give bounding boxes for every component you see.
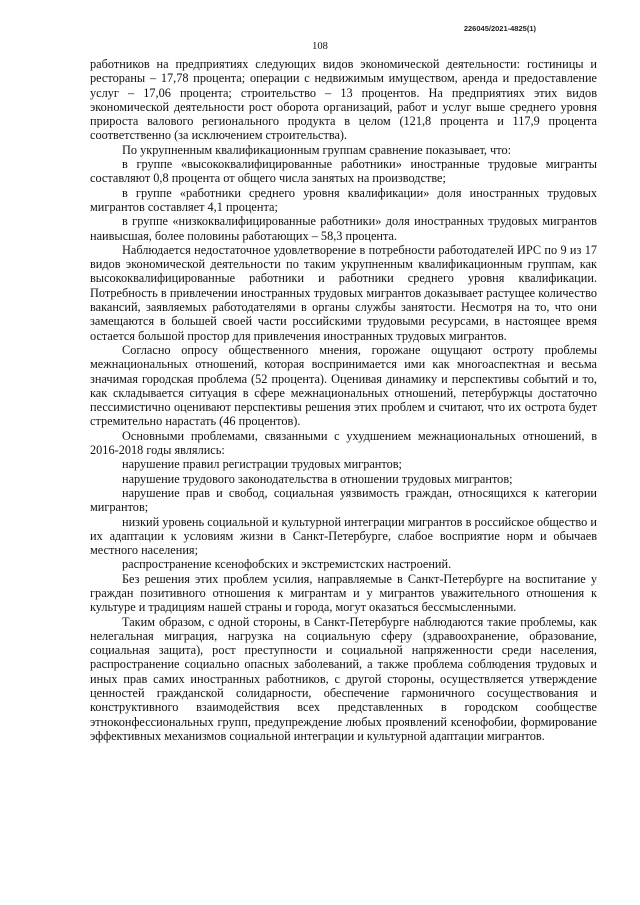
paragraph-4: в группе «работники среднего уровня квалификации» доля иностранных трудовых мигрантов составляет 4,1 процента; xyxy=(90,185,597,214)
paragraph-7: Согласно опросу общественного мнения, горожане ощущают остроту проблемы межнациональных отношений, которая воспринимается ими как многоаспектная и весьма значимая городская проблема (52 процента). Оценивая динамику и перспективы событий и то, как складывается ситуация в сфере межнациональных отношений, петербуржцы достаточно пессимистично оценивают перспективы решения этих проблем и считают, что их острота будет стремительно нарастать (46 процентов). xyxy=(90,342,597,429)
paragraph-9: нарушение правил регистрации трудовых мигрантов; xyxy=(122,457,402,472)
page-number: 108 xyxy=(312,41,328,52)
paragraph-12: низкий уровень социальной и культурной интеграции мигрантов в российское общество и их адаптации к условиям жизни в Санкт-Петербурге, слабое восприятие норм и обычаев местного населения; xyxy=(90,514,597,558)
paragraph-13: распространение ксенофобских и экстремистских настроений. xyxy=(122,557,452,572)
paragraph-14: Без решения этих проблем усилия, направляемые в Санкт-Петербурге на воспитание у граждан позитивного отношения к мигрантам и у мигрантов уважительного отношения к культуре и традициям нашей страны и города, могут оказаться бессмысленными. xyxy=(90,571,597,615)
paragraph-11: нарушение прав и свобод, социальная уязвимость граждан, относящихся к категории мигрантов; xyxy=(90,485,597,515)
paragraph-6: Наблюдается недостаточное удовлетворение в потребности работодателей ИРС по 9 из 17 видов экономической деятельности по таким укрупненным квалификационным группам, как высококвалифицированные работники и работники среднего уровня квалификации. Потребность в привлечении иностранных трудовых мигрантов доказывает растущее количество вакансий, заявляемых работодателями в органы службы занятости. Несмотря на то, что они замещаются в большей своей части российскими трудовыми ресурсами, в настоящее время остается большой простор для привлечения иностранных трудовых мигрантов. xyxy=(90,242,597,343)
document-id: 226045/2021-4825(1) xyxy=(463,24,536,33)
paragraph-2: По укрупненным квалификационным группам сравнение показывает, что: xyxy=(122,142,512,157)
paragraph-8: Основными проблемами, связанными с ухудшением межнациональных отношений, в 2016-2018 годы являлись: xyxy=(90,428,597,458)
paragraph-1: работников на предприятиях следующих видов экономической деятельности: гостиницы и рестораны – 17,78 процента; операции с недвижимым имуществом, аренда и предоставление услуг – 17,06 процента; строительство – 13 процентов. На предприятиях этих видов экономической деятельности рост оборота организаций, работ и услуг выше среднего уровня прироста валового регионального продукта в целом (121,8 процента и 117,9 процента соответственно (за исключением строительства). xyxy=(90,57,597,143)
paragraph-15: Таким образом, с одной стороны, в Санкт-Петербурге наблюдаются такие проблемы, как нелегальная миграция, нагрузка на социальную сферу (здравоохранение, образование, социальная защита), рост преступности и социальной напряженности среди населения, распространение социально опасных заболеваний, а также проблема соблюдения трудовых и иных прав самих иностранных работников, с другой стороны, осуществляется утверждение ценностей гражданской солидарности, обеспечение гармоничного сосуществования и конструктивного взаимодействия всех представленных в городском сообществе этноконфессиональных групп, предупреждение любых проявлений ксенофобии, формирование эффективных механизмов социальной интеграции и культурной адаптации мигрантов. xyxy=(90,614,597,743)
paragraph-5: в группе «низкоквалифицированные работники» доля иностранных трудовых мигрантов наивысшая, более половины работающих – 58,3 процента. xyxy=(90,214,597,243)
paragraph-3: в группе «высококвалифицированные работники» иностранные трудовые мигранты составляют 0,8 процента от общего числа занятых на производстве; xyxy=(90,157,597,186)
paragraph-10: нарушение трудового законодательства в отношении трудовых мигрантов; xyxy=(122,471,513,486)
body-text xyxy=(90,57,597,743)
